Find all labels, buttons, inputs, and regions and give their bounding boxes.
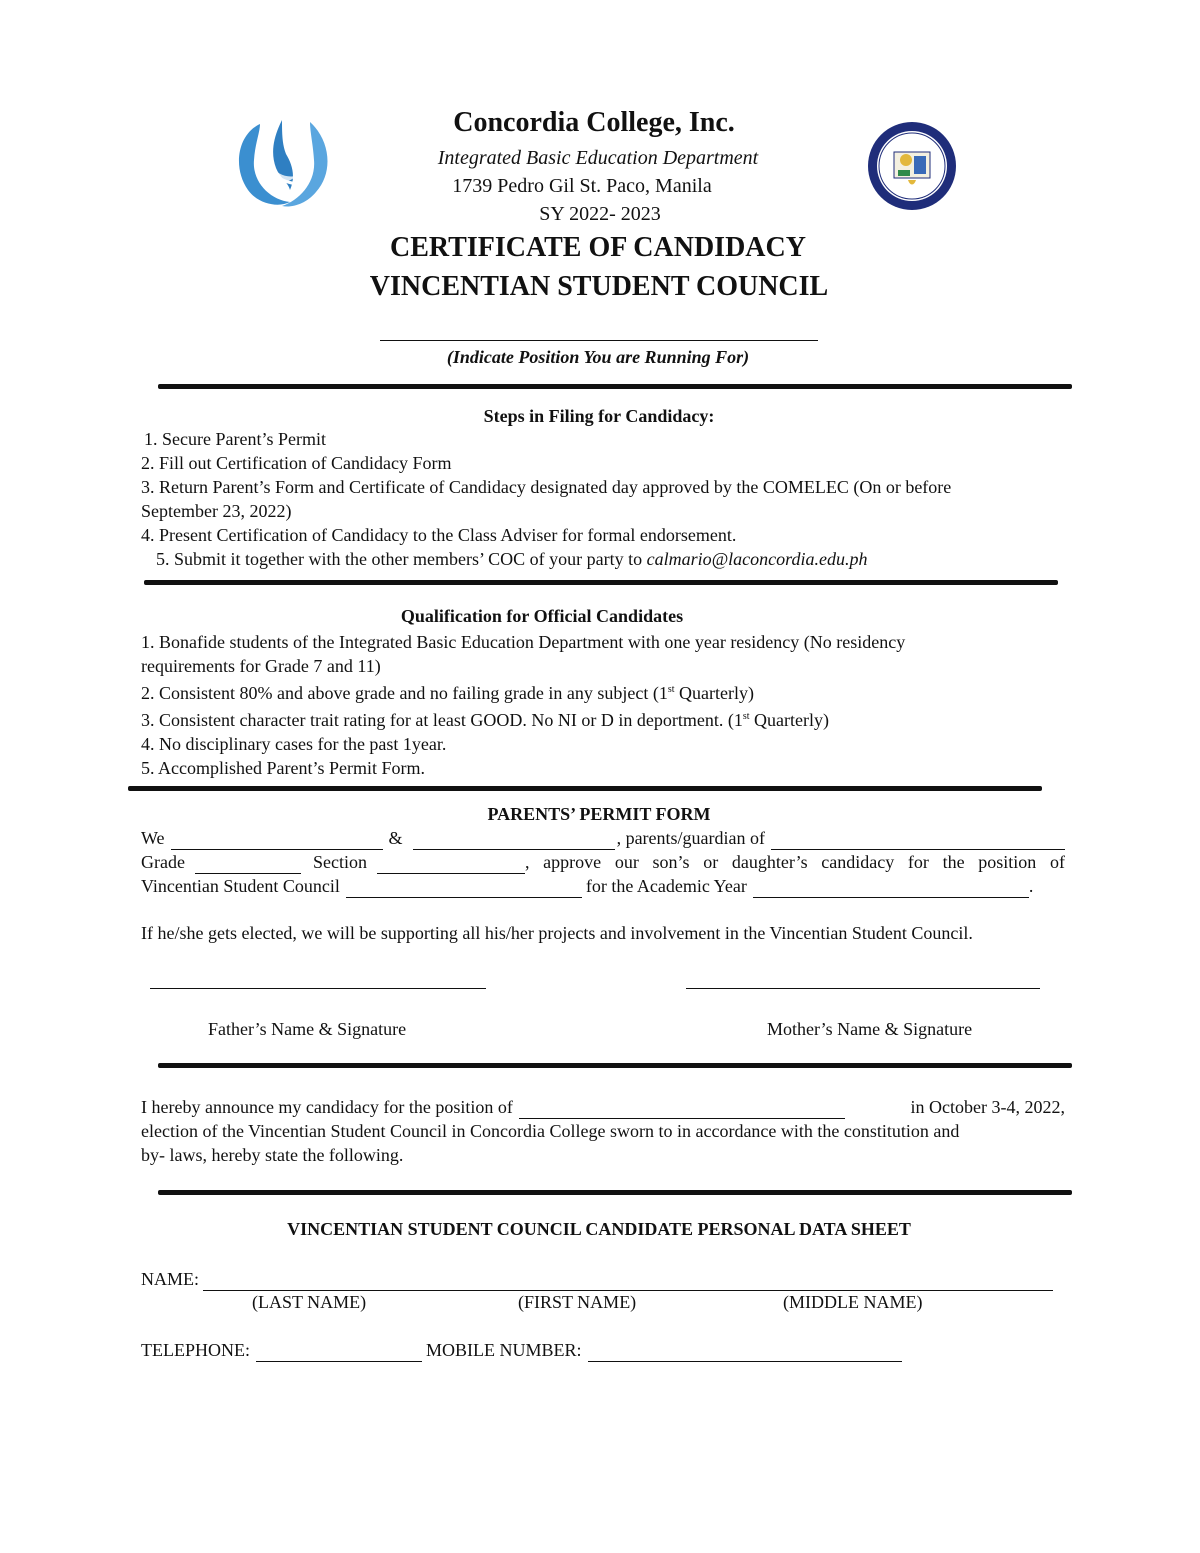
contact-row: TELEPHONE: MOBILE NUMBER: <box>141 1338 902 1362</box>
section-divider <box>158 1063 1072 1068</box>
list-item: 3. Consistent character trait rating for at least GOOD. No NI or D in deportment. (1st Quarterly) <box>141 710 829 730</box>
grade-blank[interactable] <box>195 855 301 874</box>
list-item: 3. Return Parent’s Form and Certificate of Candidacy designated day approved by the COMELEC (On or before September 23, 2022) <box>141 477 952 521</box>
position-blank[interactable] <box>380 340 818 341</box>
list-item: 5. Accomplished Parent’s Permit Form. <box>141 758 425 778</box>
section-divider <box>158 1190 1072 1195</box>
position-hint: (Indicate Position You are Running For) <box>446 347 750 367</box>
last-name-label: (LAST NAME) <box>252 1292 367 1312</box>
section-divider <box>144 580 1058 585</box>
first-name-label: (FIRST NAME) <box>518 1292 637 1312</box>
father-signature-label: Father’s Name & Signature <box>208 1019 407 1039</box>
school-year: SY 2022- 2023 <box>539 203 661 225</box>
list-item: 4. Present Certification of Candidacy to the Class Adviser for formal endorsement. <box>141 525 737 545</box>
student-name-blank[interactable] <box>771 831 1065 850</box>
council-position-blank[interactable] <box>346 879 582 898</box>
department-name: Integrated Basic Education Department <box>437 147 759 169</box>
qualifications-title: Qualification for Official Candidates <box>400 606 684 626</box>
datasheet-title: VINCENTIAN STUDENT COUNCIL CANDIDATE PERSONAL DATA SHEET <box>287 1219 911 1239</box>
email-link[interactable]: calmario@laconcordia.edu.ph <box>646 549 868 569</box>
list-item: 1. Secure Parent’s Permit <box>144 429 326 449</box>
school-address: 1739 Pedro Gil St. Paco, Manila <box>452 175 712 197</box>
list-item: 2. Consistent 80% and above grade and no failing grade in any subject (1st Quarterly) <box>141 683 755 703</box>
father-signature-line[interactable] <box>150 988 486 989</box>
parent2-blank[interactable] <box>413 831 615 850</box>
steps-title: Steps in Filing for Candidacy: <box>483 406 715 426</box>
parent1-blank[interactable] <box>171 831 383 850</box>
permit-title: PARENTS’ PERMIT FORM <box>487 804 711 824</box>
announcement-paragraph: I hereby announce my candidacy for the position of in October 3-4, 2022, election of the Vincentian Student Council in Concordia College sworn to in accordance with the constitution and by- laws, hereby state the following. <box>141 1097 1065 1165</box>
mobile-blank[interactable] <box>588 1343 902 1362</box>
list-item: 4. No disciplinary cases for the past 1year. <box>141 734 447 754</box>
middle-name-label: (MIDDLE NAME) <box>783 1292 923 1312</box>
telephone-blank[interactable] <box>256 1343 422 1362</box>
section-divider <box>158 384 1072 389</box>
steps-list <box>141 427 1041 571</box>
name-row: NAME: <box>141 1267 1053 1291</box>
list-item: 2. Fill out Certification of Candidacy Form <box>141 453 452 473</box>
list-item: 1. Bonafide students of the Integrated Basic Education Department with one year residency (No residency requirements for Grade 7 and 11) <box>141 632 906 676</box>
mother-signature-label: Mother’s Name & Signature <box>767 1019 973 1039</box>
step5-text: 5. Submit it together with the other members’ COC of your party to <box>156 549 647 569</box>
council-title: VINCENTIAN STUDENT COUNCIL <box>369 271 829 302</box>
name-blank[interactable] <box>203 1272 1053 1291</box>
section-blank[interactable] <box>377 855 525 874</box>
section-divider <box>128 786 1042 791</box>
academic-year-blank[interactable] <box>753 879 1029 898</box>
list-item <box>141 547 1041 571</box>
permit-paragraph: We & , parents/guardian of Grade Section , approve our son’s or daughter’s candidacy for the position of Vincentian Student Council for the Academic Year . <box>141 828 1065 896</box>
school-name: Concordia College, Inc. <box>453 107 735 138</box>
qualifications-list <box>141 630 1041 780</box>
mother-signature-line[interactable] <box>686 988 1040 989</box>
support-statement: If he/she gets elected, we will be supporting all his/her projects and involvement in the Vincentian Student Council. <box>141 923 973 943</box>
announce-position-blank[interactable] <box>519 1100 845 1119</box>
certificate-title: CERTIFICATE OF CANDIDACY <box>390 232 806 263</box>
